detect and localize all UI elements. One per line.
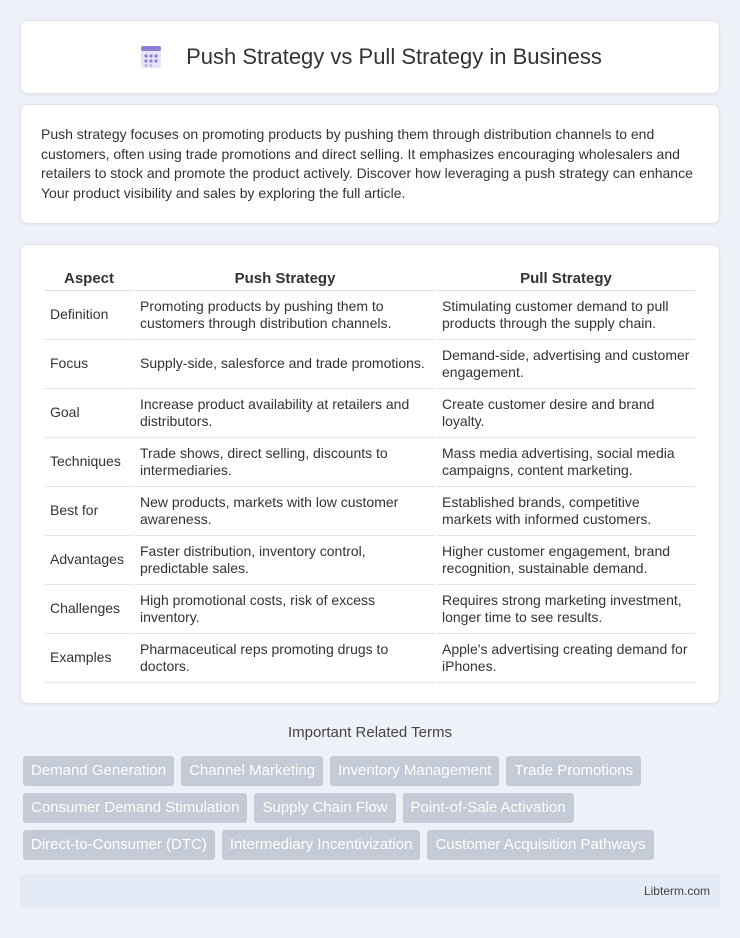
cell-push: Increase product availability at retailers and distributors. xyxy=(135,389,435,438)
related-term-tag[interactable]: Inventory Management xyxy=(330,756,499,786)
cell-push: Promoting products by pushing them to customers through distribution channels. xyxy=(135,291,435,340)
cell-aspect: Techniques xyxy=(45,438,133,487)
intro-card xyxy=(20,104,720,224)
cell-push: Trade shows, direct selling, discounts to intermediaries. xyxy=(135,438,435,487)
related-term-tag[interactable]: Intermediary Incentivization xyxy=(222,830,421,860)
related-terms-title: Important Related Terms xyxy=(288,724,452,741)
cell-aspect: Definition xyxy=(45,291,133,340)
related-term-tag[interactable]: Point-of-Sale Activation xyxy=(403,793,574,823)
cell-aspect: Challenges xyxy=(45,585,133,634)
cell-pull: Create customer desire and brand loyalty. xyxy=(437,389,695,438)
cell-pull: Stimulating customer demand to pull products through the supply chain. xyxy=(437,291,695,340)
page-header xyxy=(20,20,720,94)
cell-pull: Mass media advertising, social media campaigns, content marketing. xyxy=(437,438,695,487)
cell-push: High promotional costs, risk of excess inventory. xyxy=(135,585,435,634)
table-row xyxy=(45,438,695,487)
cell-pull: Established brands, competitive markets with informed customers. xyxy=(437,487,695,536)
table-header-row xyxy=(45,265,695,291)
cell-push: New products, markets with low customer awareness. xyxy=(135,487,435,536)
table-row xyxy=(45,389,695,438)
column-header-push: Push Strategy xyxy=(135,265,435,291)
related-terms-list xyxy=(23,756,723,867)
related-term-tag[interactable]: Supply Chain Flow xyxy=(254,793,395,823)
table-row xyxy=(45,487,695,536)
related-term-tag[interactable]: Consumer Demand Stimulation xyxy=(23,793,247,823)
related-term-tag[interactable]: Trade Promotions xyxy=(506,756,641,786)
comparison-table xyxy=(43,265,697,683)
cell-push: Faster distribution, inventory control, predictable sales. xyxy=(135,536,435,585)
page-footer xyxy=(20,874,720,908)
table-row xyxy=(45,536,695,585)
table-row xyxy=(45,585,695,634)
cell-aspect: Advantages xyxy=(45,536,133,585)
cell-pull: Higher customer engagement, brand recognition, sustainable demand. xyxy=(437,536,695,585)
column-header-pull: Pull Strategy xyxy=(437,265,695,291)
cell-push: Supply-side, salesforce and trade promotions. xyxy=(135,340,435,389)
cell-aspect: Focus xyxy=(45,340,133,389)
cell-pull: Demand-side, advertising and customer engagement. xyxy=(437,340,695,389)
cell-pull: Requires strong marketing investment, longer time to see results. xyxy=(437,585,695,634)
table-row xyxy=(45,340,695,389)
page-title: Push Strategy vs Pull Strategy in Business xyxy=(186,44,602,69)
related-term-tag[interactable]: Demand Generation xyxy=(23,756,174,786)
column-header-aspect: Aspect xyxy=(45,265,133,291)
comparison-card xyxy=(20,244,720,704)
cell-aspect: Goal xyxy=(45,389,133,438)
cell-pull: Apple's advertising creating demand for iPhones. xyxy=(437,634,695,683)
cell-aspect: Examples xyxy=(45,634,133,683)
related-term-tag[interactable]: Direct-to-Consumer (DTC) xyxy=(23,830,215,860)
related-term-tag[interactable]: Channel Marketing xyxy=(181,756,323,786)
cell-aspect: Best for xyxy=(45,487,133,536)
related-term-tag[interactable]: Customer Acquisition Pathways xyxy=(427,830,653,860)
cell-push: Pharmaceutical reps promoting drugs to doctors. xyxy=(135,634,435,683)
table-row xyxy=(45,291,695,340)
footer-site-link[interactable]: Libterm.com xyxy=(643,884,710,898)
intro-text: Push strategy focuses on promoting products by pushing them through distribution channels to end customers, often using trade promotions and direct selling. It emphasizes encouraging wholesalers and retailers to stock and promote the product actively. Discover how leveraging a push strategy can enhance Your product visibility and sales by exploring the full article. xyxy=(41,126,693,201)
document-grid-icon xyxy=(138,44,164,70)
table-row xyxy=(45,634,695,683)
